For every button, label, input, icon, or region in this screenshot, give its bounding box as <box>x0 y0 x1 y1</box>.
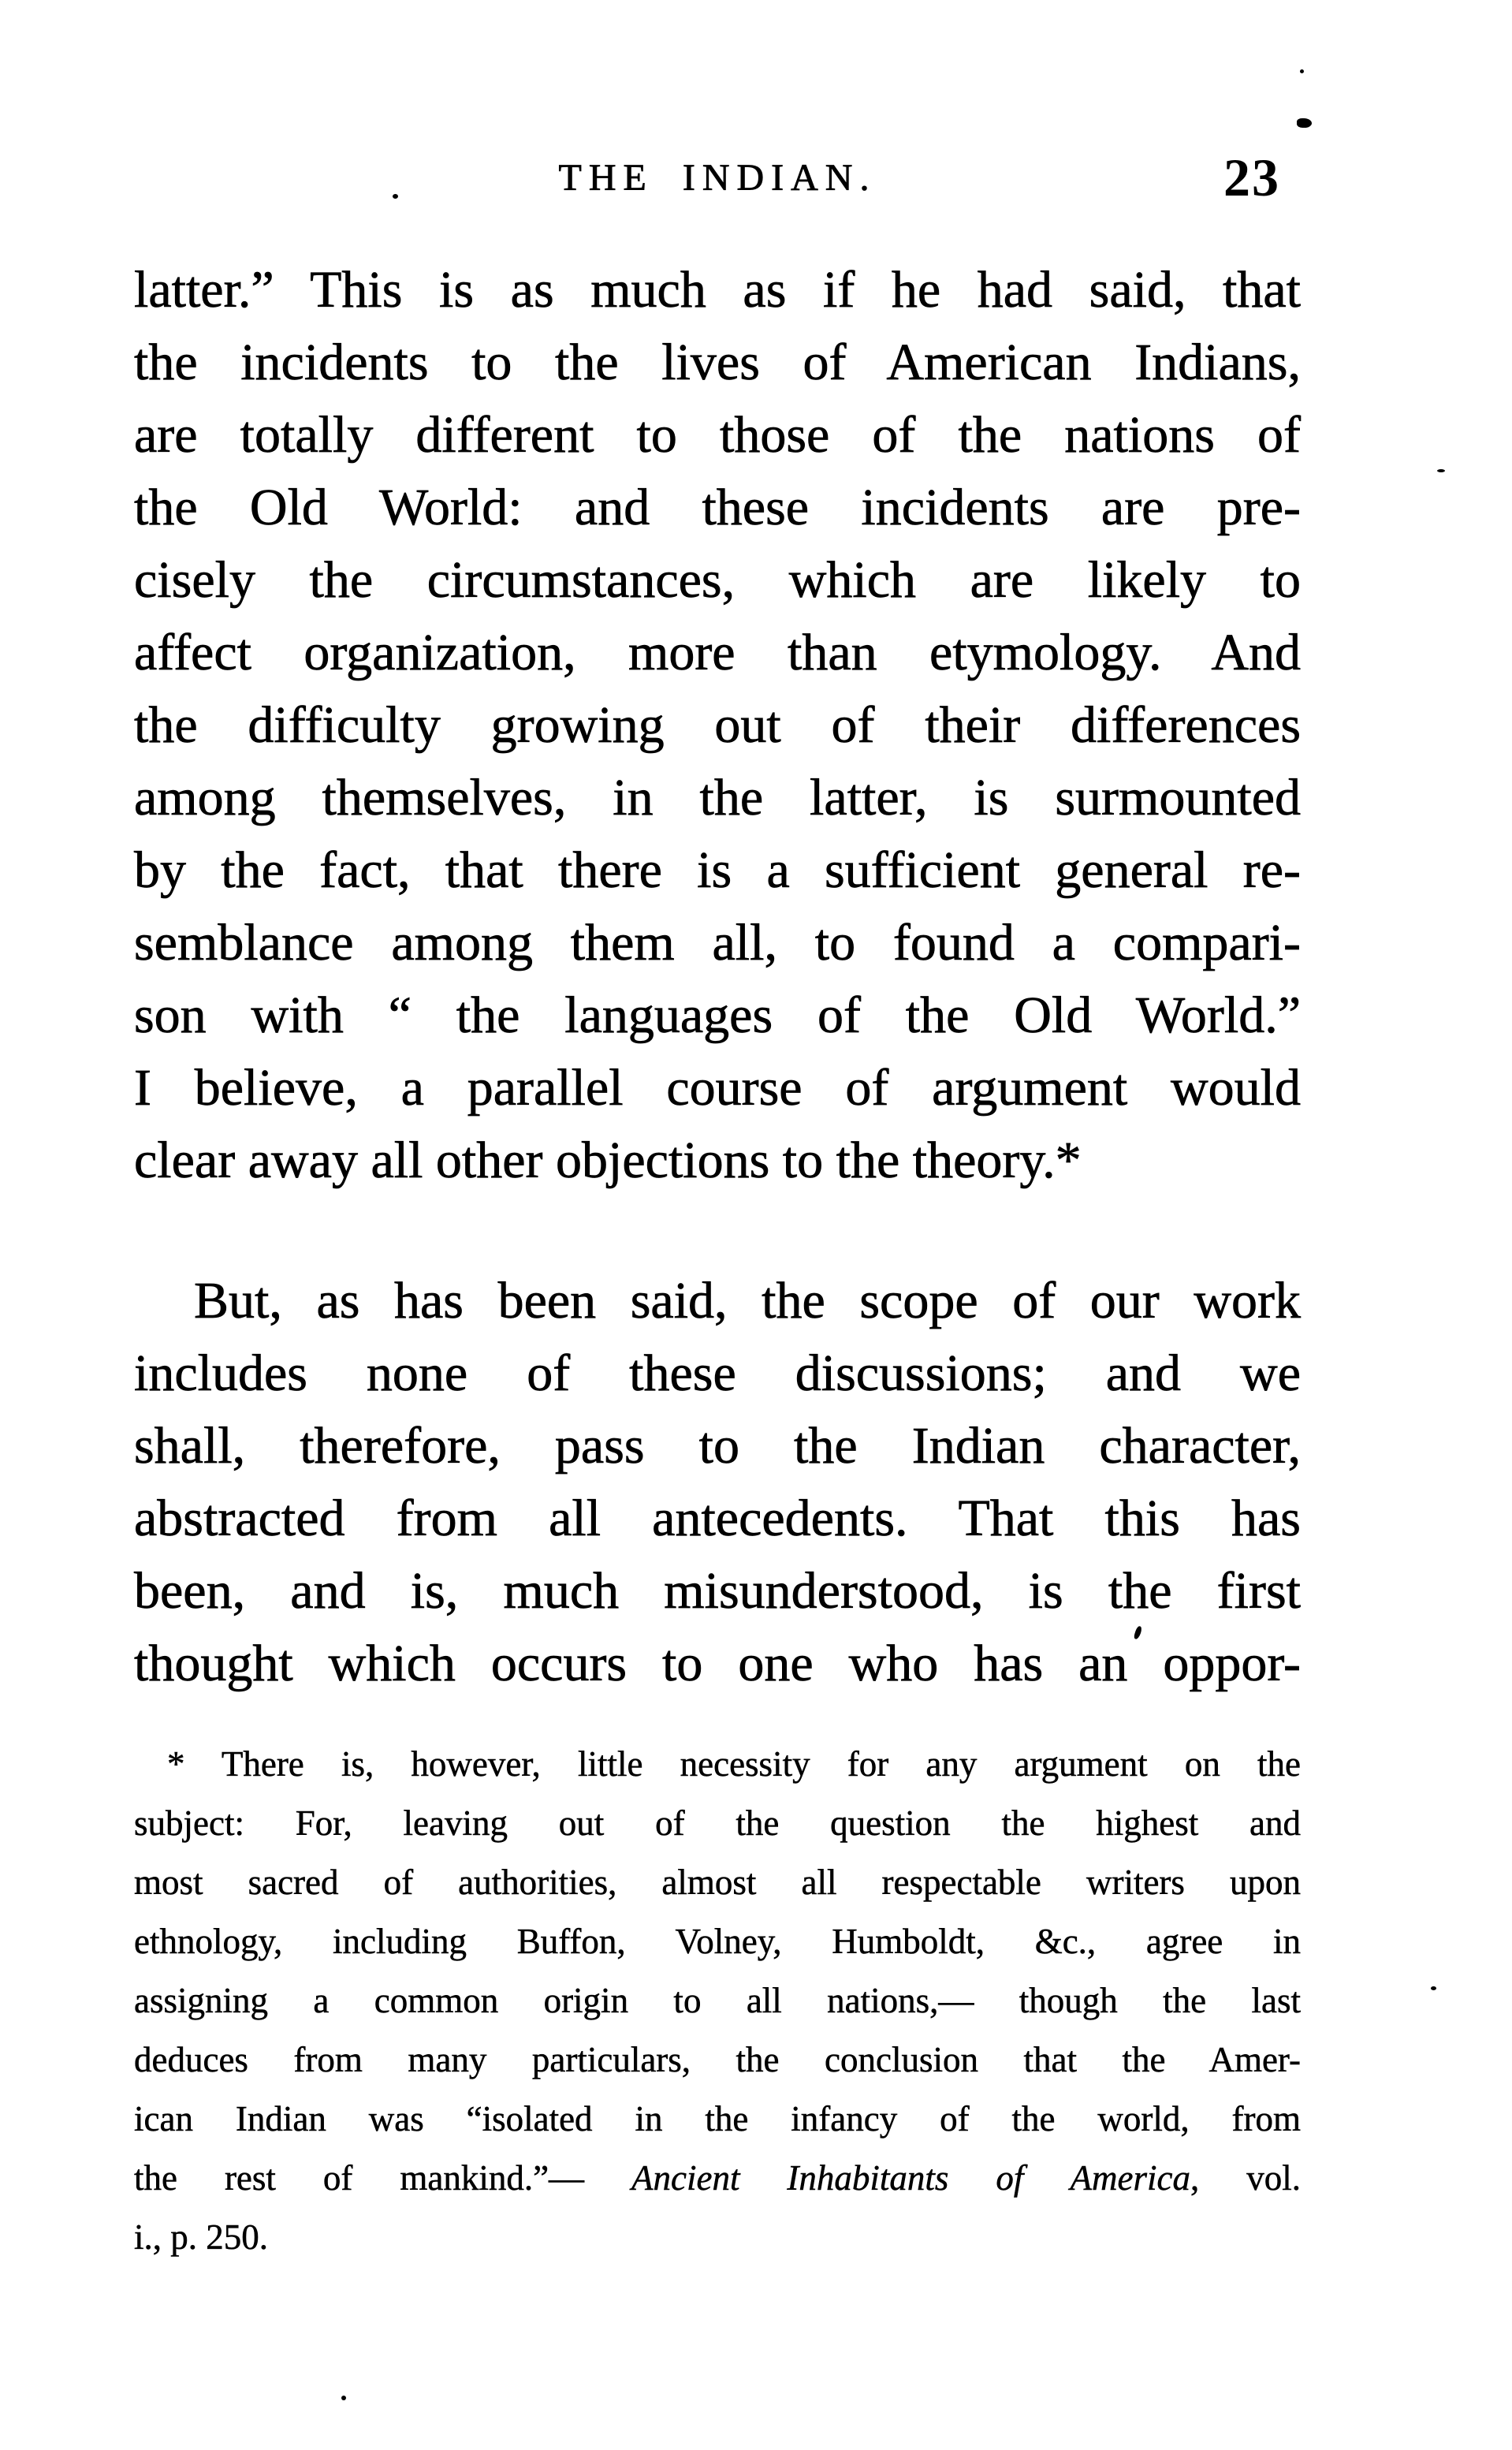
text-line: the difficulty growing out of their differences <box>134 696 1301 754</box>
text-line: shall, therefore, pass to the Indian character, <box>134 1417 1301 1475</box>
text-line: the incidents to the lives of American Indians, <box>134 334 1301 391</box>
text-line: latter.” This is as much as if he had said, that <box>134 261 1301 319</box>
text-line: I believe, a parallel course of argument would <box>134 1059 1301 1117</box>
scan-speck <box>1437 469 1445 472</box>
text-line: semblance among them all, to found a compari- <box>134 914 1301 971</box>
footnote-line: assigning a common origin to all nations,— though the last <box>134 1981 1301 2020</box>
scan-speck <box>1300 69 1304 73</box>
text-line: includes none of these discussions; and we <box>134 1344 1301 1402</box>
footnote-line: ican Indian was “isolated in the infancy of the world, from <box>134 2099 1301 2139</box>
footnote <box>134 1735 1301 2267</box>
text-line: the Old World: and these incidents are pre- <box>134 479 1301 536</box>
text-line: But, as has been said, the scope of our work <box>194 1272 1301 1329</box>
footnote-line: ethnology, including Buffon, Volney, Humboldt, &c., agree in <box>134 1922 1301 1961</box>
text-line: thought which occurs to one who has an oppor- <box>134 1635 1301 1692</box>
paragraph-2 <box>134 1265 1301 1700</box>
footnote-line: * There is, however, little necessity for any argument on the <box>167 1744 1301 1784</box>
footnote-line: subject: For, leaving out of the question the highest and <box>134 1803 1301 1843</box>
paragraph-1 <box>134 254 1301 1197</box>
text-line: affect organization, more than etymology. And <box>134 624 1301 681</box>
text-line: cisely the circumstances, which are likely to <box>134 551 1301 609</box>
scan-speck <box>1431 1986 1436 1990</box>
text-line: clear away all other objections to the theory.* <box>134 1132 1082 1189</box>
citation-prefix: the rest of mankind.”— <box>134 2158 632 2198</box>
footnote-citation-line <box>134 2149 1301 2208</box>
page-number: 23 <box>1223 147 1280 207</box>
text-line: by the fact, that there is a sufficient general re- <box>134 841 1301 899</box>
text-line: been, and is, much misunderstood, is the first <box>134 1562 1301 1620</box>
text-line: among themselves, in the latter, is surmounted <box>134 769 1301 826</box>
text-block <box>134 254 1301 2267</box>
citation-title: Ancient Inhabitants of America <box>631 2158 1191 2198</box>
footnote-line: deduces from many particulars, the conclusion that the Amer- <box>134 2040 1301 2079</box>
text-line: abstracted from all antecedents. That this has <box>134 1490 1301 1547</box>
text-line: son with “ the languages of the Old World.” <box>134 986 1301 1044</box>
text-line: are totally different to those of the nations of <box>134 406 1301 464</box>
scan-speck <box>341 2396 346 2400</box>
footnote-line: i., p. 250. <box>134 2217 269 2257</box>
running-head-title: THE INDIAN. <box>558 157 877 199</box>
citation-suffix: , vol. <box>1190 2158 1301 2198</box>
ink-blot <box>1297 118 1312 128</box>
footnote-line: most sacred of authorities, almost all respectable writers upon <box>134 1863 1301 1902</box>
